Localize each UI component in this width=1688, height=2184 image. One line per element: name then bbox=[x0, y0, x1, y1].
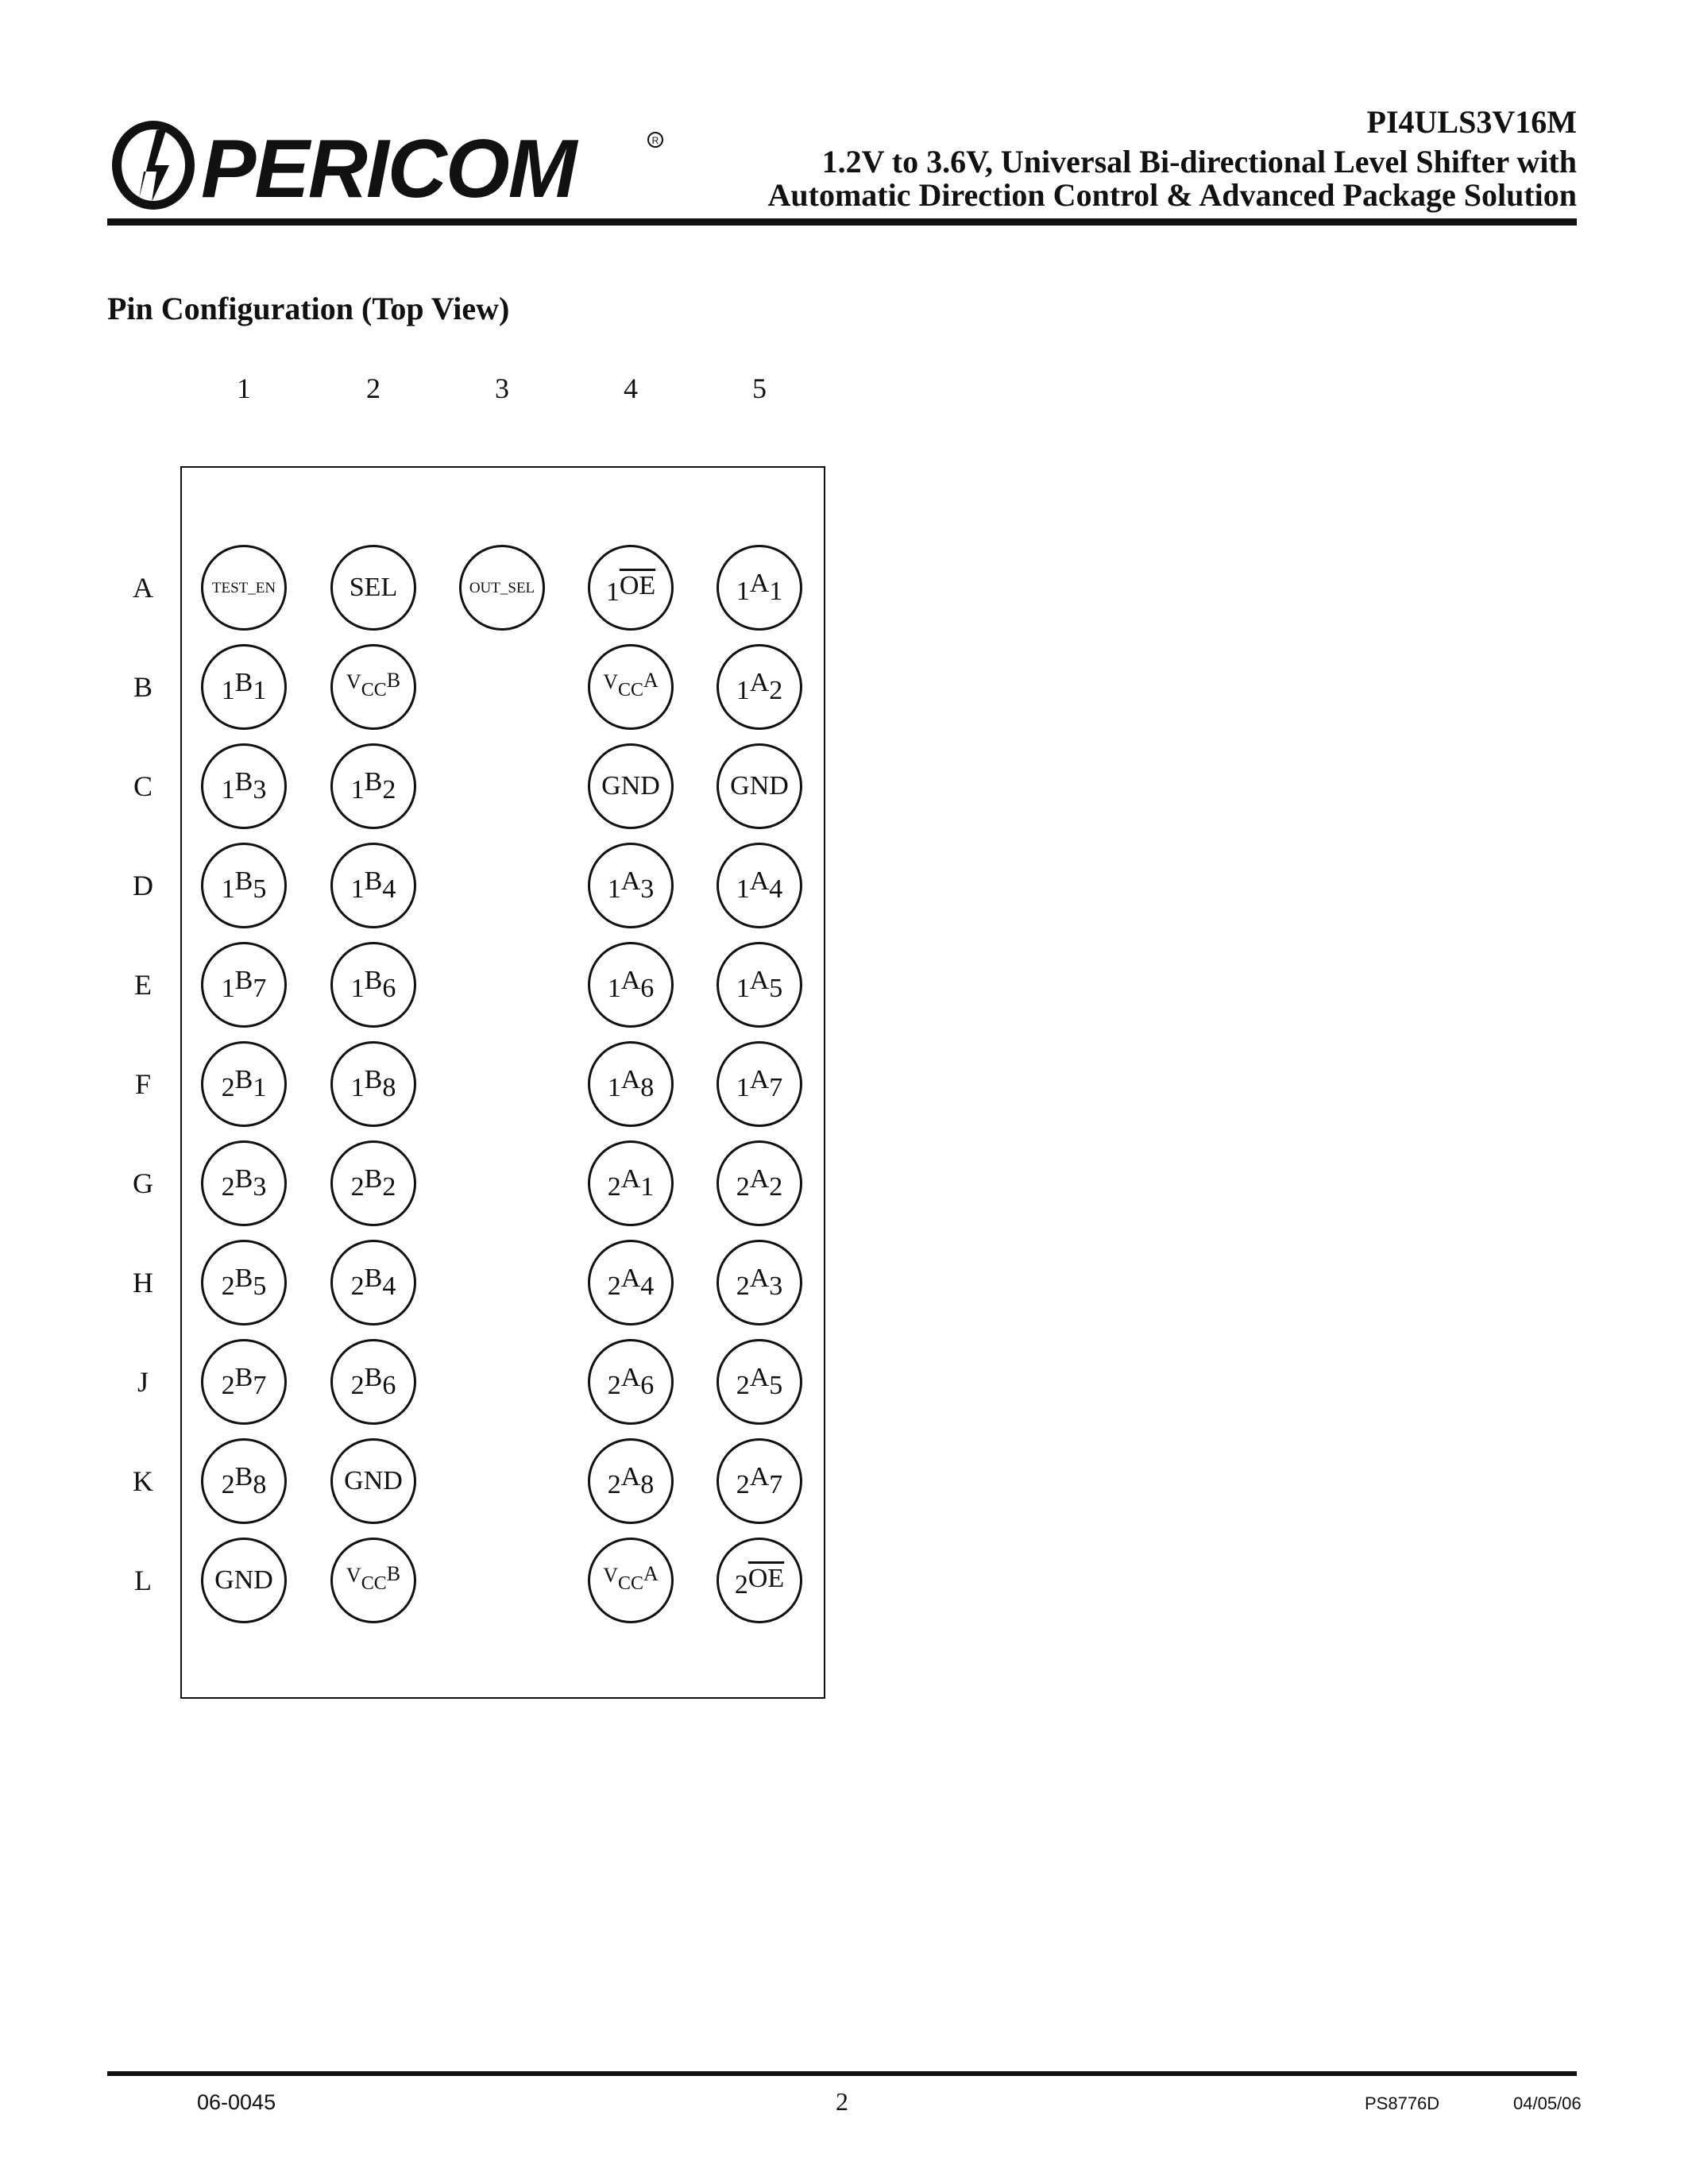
part-number: PI4ULS3V16M bbox=[1366, 104, 1577, 140]
pin-ball: V CC A bbox=[588, 644, 674, 730]
pin-ball bbox=[330, 545, 416, 631]
pin-ball: 1 A 3 bbox=[588, 843, 674, 928]
footer-ps-code: PS8776D bbox=[1365, 2093, 1440, 2113]
footer-page-number: 2 bbox=[836, 2087, 848, 2116]
pin-ball: 1 $\overline{OE}$ bbox=[588, 545, 674, 631]
pin-ball bbox=[201, 545, 287, 631]
pin-ball: 1 B 7 bbox=[201, 942, 287, 1028]
pin-ball: 1 A 5 bbox=[717, 942, 802, 1028]
pericom-logo bbox=[107, 119, 663, 214]
row-letter: F bbox=[134, 1068, 152, 1100]
pin-ball: 1 A 2 bbox=[717, 644, 802, 730]
column-number: 4 bbox=[624, 372, 638, 404]
pin-ball bbox=[459, 545, 545, 631]
column-number: 2 bbox=[366, 372, 380, 404]
footer-rule bbox=[107, 2071, 1577, 2076]
pin-ball: 2 B 7 bbox=[201, 1339, 287, 1425]
pin-ball: 2 B 8 bbox=[201, 1438, 287, 1524]
pin-ball: 1 A 4 bbox=[717, 843, 802, 928]
pin-label: GND bbox=[730, 771, 789, 801]
pin-label: SEL bbox=[349, 573, 398, 602]
pin-ball bbox=[201, 1538, 287, 1623]
pin-ball bbox=[330, 1438, 416, 1524]
section-title: Pin Configuration (Top View) bbox=[107, 291, 510, 326]
pin-ball: 2 B 6 bbox=[330, 1339, 416, 1425]
pin-label: GND bbox=[344, 1466, 403, 1495]
row-letter: C bbox=[133, 770, 153, 802]
pin-ball: 2 A 4 bbox=[588, 1240, 674, 1325]
pin-ball: 1 B 1 bbox=[201, 644, 287, 730]
pin-label: TEST_EN bbox=[211, 579, 276, 596]
pericom-logo-mark bbox=[107, 119, 663, 214]
column-number: 1 bbox=[237, 372, 251, 404]
row-letter: E bbox=[134, 969, 152, 1001]
pin-ball: V CC B bbox=[330, 1538, 416, 1623]
row-letter: J bbox=[137, 1366, 149, 1398]
pin-ball: 1 B 2 bbox=[330, 743, 416, 829]
brand-wordmark: PERICOM bbox=[201, 123, 576, 214]
pin-ball: 2 B 3 bbox=[201, 1140, 287, 1226]
pin-label: GND bbox=[214, 1565, 273, 1595]
pin-ball: 2 A 7 bbox=[717, 1438, 802, 1524]
pin-ball: 1 B 8 bbox=[330, 1041, 416, 1127]
pin-ball: 2 $\overline{OE}$ bbox=[717, 1538, 802, 1623]
row-letter: A bbox=[133, 572, 153, 604]
pin-label: GND bbox=[601, 771, 660, 801]
pin-ball: V CC A bbox=[588, 1538, 674, 1623]
pin-ball: 2 B 5 bbox=[201, 1240, 287, 1325]
row-letter: H bbox=[133, 1267, 153, 1298]
pin-ball: 2 A 6 bbox=[588, 1339, 674, 1425]
pin-ball: 2 A 2 bbox=[717, 1140, 802, 1226]
pin-label: OUT_SEL bbox=[469, 579, 535, 596]
column-number: 3 bbox=[495, 372, 509, 404]
pin-ball: 1 B 6 bbox=[330, 942, 416, 1028]
footer-doc-code: 06-0045 bbox=[197, 2090, 276, 2114]
row-letter: K bbox=[133, 1465, 153, 1497]
pin-ball: 1 A 7 bbox=[717, 1041, 802, 1127]
pin-ball: V CC B bbox=[330, 644, 416, 730]
column-number: 5 bbox=[752, 372, 767, 404]
header-rule bbox=[107, 218, 1577, 226]
doc-title-line2: Automatic Direction Control & Advanced Package Solution bbox=[767, 177, 1577, 213]
row-letter: D bbox=[133, 870, 153, 901]
pin-ball: 1 B 5 bbox=[201, 843, 287, 928]
pin-ball: 2 B 1 bbox=[201, 1041, 287, 1127]
pin-ball: 1 A 6 bbox=[588, 942, 674, 1028]
pin-ball: 1 B 3 bbox=[201, 743, 287, 829]
pin-ball bbox=[588, 743, 674, 829]
pin-ball: 2 A 5 bbox=[717, 1339, 802, 1425]
footer-date: 04/05/06 bbox=[1513, 2093, 1582, 2113]
svg-text:R: R bbox=[651, 135, 659, 146]
row-letter: L bbox=[134, 1565, 152, 1596]
pin-ball: 2 A 8 bbox=[588, 1438, 674, 1524]
doc-title-line1: 1.2V to 3.6V, Universal Bi-directional Level Shifter with bbox=[821, 144, 1577, 179]
pin-ball: 1 B 4 bbox=[330, 843, 416, 928]
pin-ball: 2 B 4 bbox=[330, 1240, 416, 1325]
pin-ball: 2 A 1 bbox=[588, 1140, 674, 1226]
row-letter: G bbox=[133, 1167, 153, 1199]
pin-ball: 2 A 3 bbox=[717, 1240, 802, 1325]
pin-ball bbox=[717, 743, 802, 829]
row-letter: B bbox=[133, 671, 153, 703]
pin-ball: 1 A 1 bbox=[717, 545, 802, 631]
pin-ball: 2 B 2 bbox=[330, 1140, 416, 1226]
pin-ball: 1 A 8 bbox=[588, 1041, 674, 1127]
